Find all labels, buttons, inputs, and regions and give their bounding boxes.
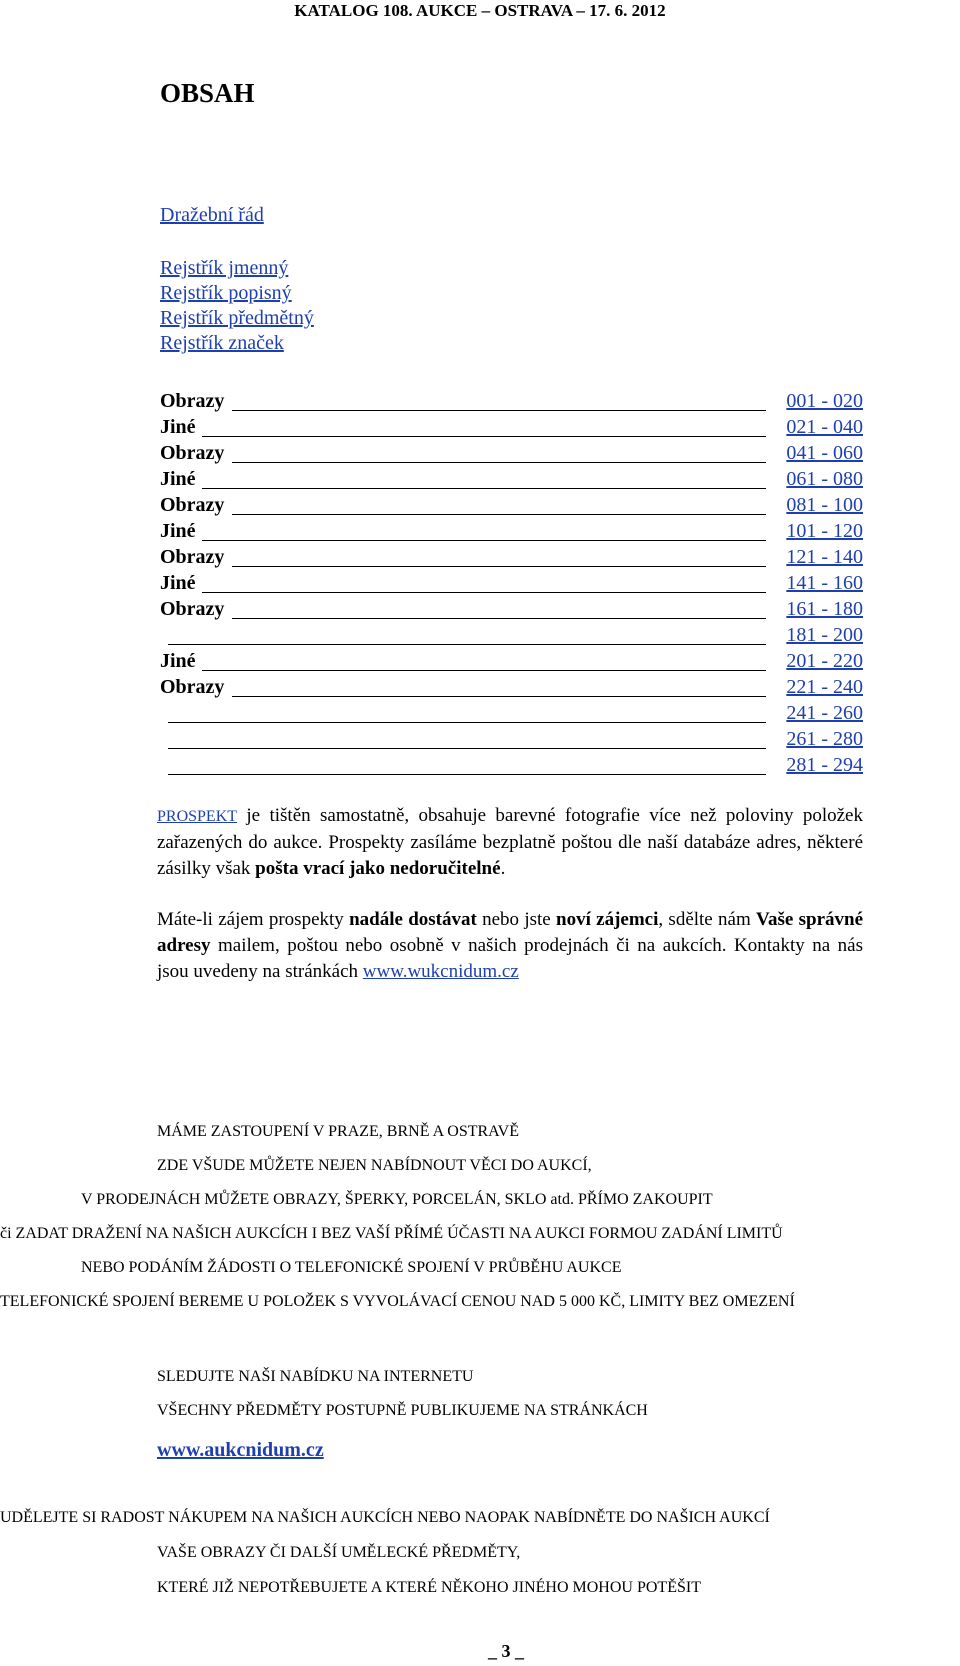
interest-text: nebo jste	[476, 909, 557, 930]
toc-row	[160, 546, 863, 572]
toc-row-label: Jiné	[160, 572, 196, 594]
notice-line: V PRODEJNÁCH MŮŽETE OBRAZY, ŠPERKY, PORCELÁN, SKLO atd. PŘÍMO ZAKOUPIT	[81, 1191, 713, 1208]
notice-line: TELEFONICKÉ SPOJENÍ BEREME U POLOŽEK S VYVOLÁVACÍ CENOU NAD 5 000 KČ, LIMITY BEZ OMEZENÍ	[0, 1293, 795, 1310]
toc-row	[160, 650, 863, 676]
toc-link-drazebni-rad[interactable]: Dražební řád	[160, 204, 264, 226]
toc-row-range-link[interactable]: 041 - 060	[786, 442, 863, 464]
prospekt-text-end: .	[500, 858, 506, 879]
toc-leader-line	[168, 774, 766, 775]
toc-leader-line	[168, 722, 766, 723]
toc-leader-line	[202, 592, 766, 593]
toc-leader-line	[232, 514, 766, 515]
toc-row	[160, 442, 863, 468]
notice-line: ZDE VŠUDE MŮŽETE NEJEN NABÍDNOUT VĚCI DO AUKCÍ,	[157, 1157, 592, 1174]
toc-row-label: Obrazy	[160, 546, 225, 568]
notice-line: či ZADAT DRAŽENÍ NA NAŠICH AUKCÍCH I BEZ VAŠÍ PŘÍMÉ ÚČASTI NA AUKCI FORMOU ZADÁNÍ LIMITŮ	[0, 1225, 783, 1242]
toc-row-range-link[interactable]: 261 - 280	[786, 728, 863, 750]
toc-leader-line	[202, 436, 766, 437]
website-link-inline[interactable]: www.wukcnidum.cz	[362, 961, 519, 982]
toc-link-rejstrik-predmetny[interactable]: Rejstřík předmětný	[160, 307, 314, 329]
prospekt-bold-text: pošta vrací jako nedoručitelné	[255, 858, 501, 879]
toc-leader-line	[232, 566, 766, 567]
toc-leader-line	[202, 670, 766, 671]
toc-row-label: Jiné	[160, 416, 196, 438]
notice-line: NEBO PODÁNÍM ŽÁDOSTI O TELEFONICKÉ SPOJENÍ V PRŮBĚHU AUKCE	[81, 1259, 622, 1276]
notice-line: MÁME ZASTOUPENÍ V PRAZE, BRNĚ A OSTRAVĚ	[157, 1123, 519, 1140]
closing-line: VAŠE OBRAZY ČI DALŠÍ UMĚLECKÉ PŘEDMĚTY,	[157, 1544, 521, 1561]
interest-bold-text: Vaše správné adresy	[157, 909, 864, 956]
toc-row	[160, 520, 863, 546]
toc-leader-line	[232, 618, 766, 619]
toc-leader-line	[202, 488, 766, 489]
website-link[interactable]: www.aukcnidum.cz	[157, 1439, 324, 1461]
toc-leader-line	[232, 462, 766, 463]
toc-row	[160, 702, 863, 728]
toc-row-label: Obrazy	[160, 494, 225, 516]
toc-row-range-link[interactable]: 061 - 080	[786, 468, 863, 490]
toc-row-label: Jiné	[160, 650, 196, 672]
toc-leader-line	[168, 644, 766, 645]
toc-row	[160, 416, 863, 442]
prospekt-link[interactable]: PROSPEKT	[157, 808, 238, 825]
prospekt-text: je tištěn samostatně, obsahuje barevné fotografie více než poloviny položek zařazených do aukce. Prospekty zasíláme bezplatně poštou dle naší databáze adres, některé zásilky však	[157, 805, 863, 879]
toc-row	[160, 390, 863, 416]
toc-link-rejstrik-znacek[interactable]: Rejstřík značek	[160, 332, 284, 354]
toc-row	[160, 572, 863, 598]
interest-text: Máte-li zájem prospekty	[157, 909, 350, 930]
toc-row-label: Jiné	[160, 520, 196, 542]
toc-row	[160, 494, 863, 520]
toc-row-range-link[interactable]: 081 - 100	[786, 494, 863, 516]
toc-leader-line	[202, 540, 766, 541]
toc-row-range-link[interactable]: 181 - 200	[786, 624, 863, 646]
closing-line: KTERÉ JIŽ NEPOTŘEBUJETE A KTERÉ NĚKOHO JINÉHO MOHOU POTĚŠIT	[157, 1579, 701, 1596]
toc-row-range-link[interactable]: 241 - 260	[786, 702, 863, 724]
toc-row-range-link[interactable]: 141 - 160	[786, 572, 863, 594]
toc-link-rejstrik-jmenny[interactable]: Rejstřík jmenný	[160, 257, 289, 279]
internet-line: VŠECHNY PŘEDMĚTY POSTUPNĚ PUBLIKUJEME NA STRÁNKÁCH	[157, 1402, 648, 1419]
page-number: _ 3 _	[488, 1641, 524, 1661]
toc-leader-line	[168, 748, 766, 749]
toc-leader-line	[232, 410, 766, 411]
toc-row	[160, 624, 863, 650]
toc-row	[160, 728, 863, 754]
toc-leader-line	[232, 696, 766, 697]
page-title: OBSAH	[160, 78, 255, 108]
toc-row-range-link[interactable]: 101 - 120	[786, 520, 863, 542]
prospekt-paragraph	[157, 803, 863, 882]
toc-row	[160, 598, 863, 624]
internet-line: SLEDUJTE NAŠI NABÍDKU NA INTERNETU	[157, 1368, 474, 1385]
closing-line: UDĚLEJTE SI RADOST NÁKUPEM NA NAŠICH AUKCÍCH NEBO NAOPAK NABÍDNĚTE DO NAŠICH AUKCÍ	[0, 1509, 770, 1526]
toc-row-label: Obrazy	[160, 598, 225, 620]
toc-row-label: Obrazy	[160, 676, 225, 698]
interest-text: mailem, poštou nebo osobně v našich prodejnách či na aukcích. Kontakty na nás jsou uvedeny na stránkách	[157, 935, 863, 982]
toc-row-range-link[interactable]: 201 - 220	[786, 650, 863, 672]
catalog-header: KATALOG 108. AUKCE – OSTRAVA – 17. 6. 2012	[294, 1, 666, 20]
toc-row-label: Obrazy	[160, 390, 225, 412]
toc-row	[160, 468, 863, 494]
interest-bold-text: noví zájemci	[556, 909, 659, 930]
toc-row-range-link[interactable]: 121 - 140	[786, 546, 863, 568]
toc-row-range-link[interactable]: 021 - 040	[786, 416, 863, 438]
toc-row-range-link[interactable]: 161 - 180	[786, 598, 863, 620]
toc-row-label: Jiné	[160, 468, 196, 490]
toc-link-rejstrik-popisny[interactable]: Rejstřík popisný	[160, 282, 292, 304]
toc-row-range-link[interactable]: 221 - 240	[786, 676, 863, 698]
interest-paragraph	[157, 907, 863, 985]
toc-row-range-link[interactable]: 281 - 294	[786, 754, 863, 776]
toc-row	[160, 754, 863, 780]
toc-row-range-link[interactable]: 001 - 020	[786, 390, 863, 412]
toc-row-label: Obrazy	[160, 442, 225, 464]
toc-row	[160, 676, 863, 702]
interest-text: , sdělte nám	[658, 909, 757, 930]
interest-bold-text: nadále dostávat	[349, 909, 477, 930]
